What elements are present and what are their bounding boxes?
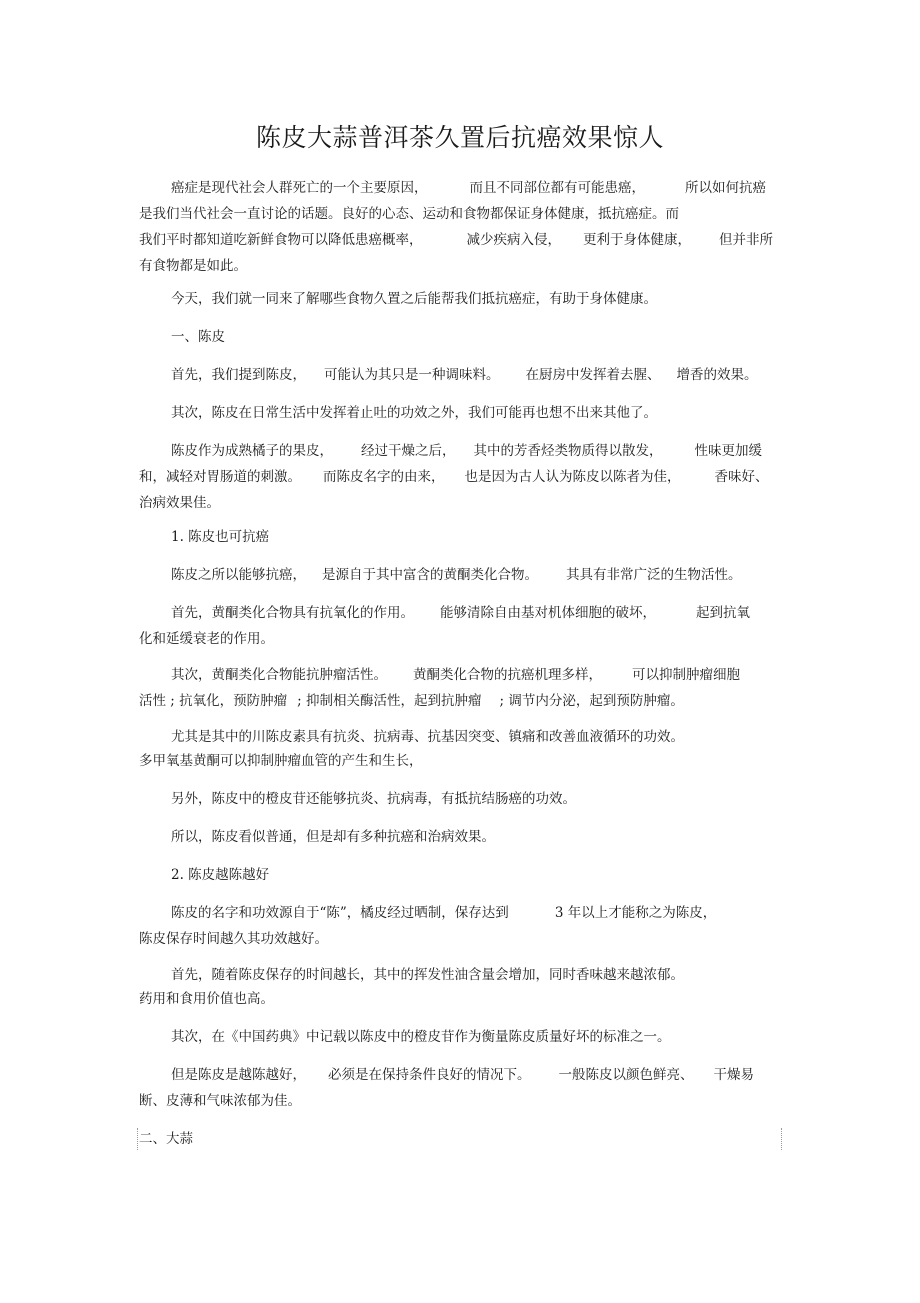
paragraph: [139, 562, 781, 588]
text: 干燥易: [713, 1067, 754, 1083]
section-heading-chenpi: [139, 324, 781, 350]
text: 2. 陈皮越陈越好: [171, 867, 270, 883]
paragraph: [139, 962, 781, 1010]
paragraph: [139, 900, 781, 952]
text: 而陈皮名字的由来，: [323, 469, 445, 485]
text: 起到抗氧: [696, 605, 750, 621]
text: 其次，黄酮类化合物能抗肿瘤活性。: [171, 667, 387, 683]
text: 首先，我们提到陈皮，: [171, 367, 306, 383]
text: 二、大蒜: [139, 1131, 193, 1147]
text: 今天，我们就一同来了解哪些食物久置之后能帮我们抵抗癌症，有助于身体健康。: [171, 291, 657, 307]
text: 香味好、: [714, 469, 769, 485]
text: 一、陈皮: [171, 329, 225, 345]
text: 能够清除自由基对机体细胞的破坏，: [440, 605, 656, 621]
text: 性味更加缓: [694, 443, 762, 459]
paragraph: [139, 1062, 781, 1114]
paragraph: [139, 362, 781, 388]
text: 但是陈皮是越陈越好，: [171, 1067, 306, 1083]
paragraph: [139, 600, 781, 652]
text: 陈皮保存时间越久其功效越好。: [139, 931, 328, 947]
text: 可以抑制肿瘤细胞: [632, 667, 740, 683]
text: 3 年以上才能称之为陈皮，: [554, 905, 717, 921]
text: 化和延缓衰老的作用。: [139, 631, 274, 647]
text: 必须是在保持条件良好的情况下。: [328, 1067, 531, 1083]
text: 也是因为古人认为陈皮以陈者为佳，: [464, 469, 681, 485]
page-edge-marker-right: [781, 1128, 783, 1150]
text: ; 抑制相关酶活性，起到抗肿瘤: [297, 693, 482, 709]
paragraph: [139, 438, 781, 516]
text: 增香的效果。: [676, 367, 758, 383]
today-paragraph: [139, 286, 781, 312]
text: 而且不同部位都有可能患癌，: [469, 180, 645, 196]
text: 和，减轻对胃肠道的刺激。: [139, 469, 301, 485]
text: 尤其是其中的川陈皮素具有抗炎、抗病毒、抗基因突变、镇痛和改善血液循环的功效。: [171, 729, 684, 745]
text: 陈皮之所以能够抗癌，: [171, 567, 306, 583]
text: 所以，陈皮看似普通，但是却有多种抗癌和治病效果。: [171, 829, 495, 845]
paragraph: [139, 1024, 781, 1050]
text: 首先，黄酮类化合物具有抗氧化的作用。: [171, 605, 414, 621]
text: 一般陈皮以颜色鲜亮、: [558, 1067, 694, 1083]
text: 有食物都是如此。: [139, 258, 247, 274]
text: 多甲氧基黄酮可以抑制肿瘤血管的产生和生长，: [139, 753, 423, 769]
paragraph: [139, 724, 781, 772]
text: 1. 陈皮也可抗癌: [171, 529, 270, 545]
text: 其中的芳香烃类物质得以散发，: [473, 443, 663, 459]
text: 是源自于其中富含的黄酮类化合物。: [322, 567, 538, 583]
text: 但并非所: [719, 232, 773, 248]
text: 黄酮类化合物的抗癌机理多样，: [413, 667, 602, 683]
text: 经过干燥之后，: [361, 443, 456, 459]
text: 陈皮的名字和功效源自于“陈”，橘皮经过晒制，保存达到: [171, 905, 509, 921]
text: 断、皮薄和气味浓郁为佳。: [139, 1093, 301, 1109]
text: 减少疾病入侵，: [466, 232, 561, 248]
text: 治病效果佳。: [139, 495, 220, 511]
text: 其次，在《中国药典》中记载以陈皮中的橙皮苷作为衡量陈皮质量好坏的标准之一。: [171, 1029, 671, 1045]
text: 更利于身体健康，: [583, 232, 691, 248]
subheading-1: [139, 524, 781, 550]
text: 所以如何抗癌: [685, 180, 766, 196]
text: 癌症是现代社会人群死亡的一个主要原因，: [171, 180, 428, 196]
text: 是我们当代社会一直讨论的话题。良好的心态、运动和食物都保证身体健康，抵抗癌症。而: [139, 206, 679, 222]
text: 可能认为其只是一种调味料。: [324, 367, 500, 383]
section-heading-garlic: [139, 1126, 781, 1152]
text: 陈皮作为成熟橘子的果皮，: [171, 443, 333, 459]
paragraph: [139, 662, 781, 714]
text: 活性 ; 抗氧化，预防肿瘤: [139, 693, 288, 709]
text: 我们平时都知道吃新鲜食物可以降低患癌概率，: [139, 232, 423, 248]
text: 另外，陈皮中的橙皮苷还能够抗炎、抗病毒，有抵抗结肠癌的功效。: [171, 791, 576, 807]
subheading-2: [139, 862, 781, 888]
paragraph: [139, 400, 781, 426]
text: 在厨房中发挥着去腥、: [525, 367, 661, 383]
intro-paragraph: [139, 175, 781, 279]
paragraph: [139, 824, 781, 850]
text: ; 调节内分泌，起到预防肿瘤。: [499, 693, 684, 709]
paragraph: [139, 786, 781, 812]
text: 其具有非常广泛的生物活性。: [566, 567, 742, 583]
text: 首先，随着陈皮保存的时间越长，其中的挥发性油含量会增加，同时香味越来越浓郁。: [171, 967, 684, 983]
page-title: 陈皮大蒜普洱茶久置后抗癌效果惊人: [255, 123, 664, 152]
text: 其次，陈皮在日常生活中发挥着止吐的功效之外，我们可能再也想不出来其他了。: [171, 405, 657, 421]
text: 药用和食用价值也高。: [139, 991, 274, 1007]
